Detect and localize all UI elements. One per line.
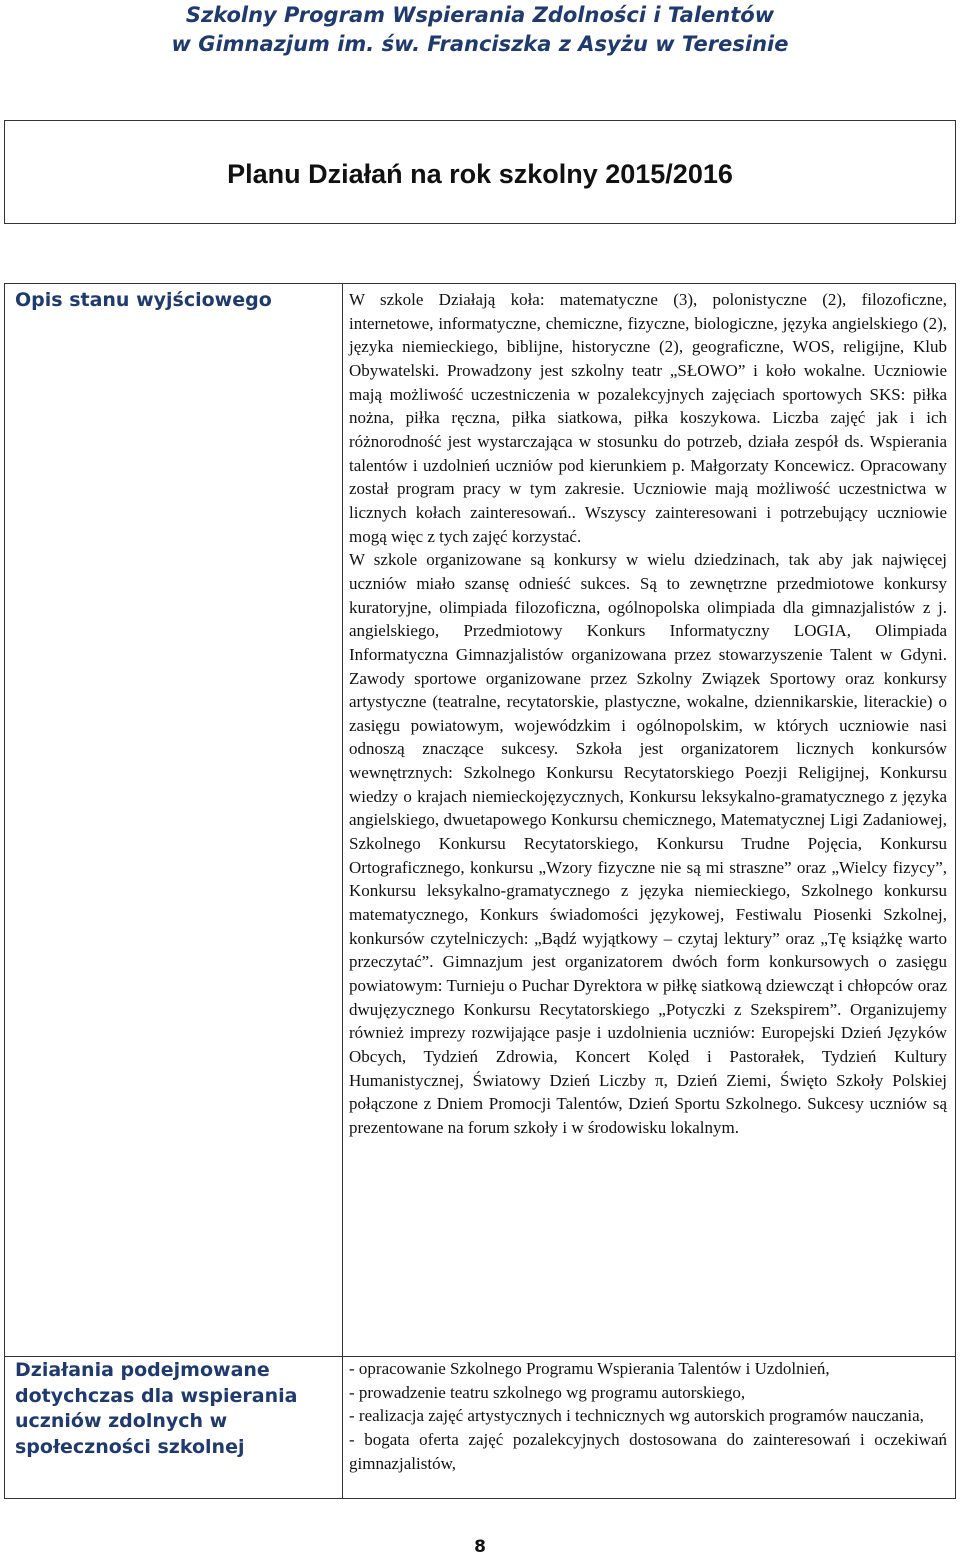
list-item: - opracowanie Szkolnego Programu Wspierania Talentów i Uzdolnień,	[349, 1359, 830, 1378]
running-header-line2: w Gimnazjum im. św. Franciszka z Asyżu w Teresinie	[171, 32, 789, 56]
page-number: 8	[474, 1537, 486, 1557]
row-label-actions: Działania podejmowane dotychczas dla wspierania uczniów zdolnych w społeczności szkolnej	[15, 1359, 298, 1458]
paragraph: W szkole Działają koła: matematyczne (3), polonistyczne (2), filozoficzne, internetowe, informatyczne, chemiczne, fizyczne, biologiczne, języka angielskiego (2), języka niemieckiego, biblijne, historyczne (2), geograficzne, WOS, religijne, Klub Obywatelski. Prowadzony jest szkolny teatr „SŁOWO” i koło wokalne. Uczniowie mają możliwość uczestniczenia w pozalekcyjnych zajęciach sportowych SKS: piłka nożna, piłka ręczna, piłka siatkowa, piłka koszykowa. Liczba zajęć jak i ich różnorodność jest wystarczająca w stosunku do potrzeb, działa zespół ds. Wspierania talentów i uzdolnień uczniów pod kierunkiem p. Małgorzaty Koncewicz. Opracowany został program pracy w tym zakresie. Uczniowie mają możliwość uczestnictwa w licznych kołach zainteresowań.. Wszyscy zainteresowani i potrzebujący uczniowie mogą więc z tych zajęć korzystać.	[349, 290, 947, 546]
column-divider	[342, 284, 343, 1498]
running-header-line1: Szkolny Program Wspierania Zdolności i Talentów	[185, 3, 775, 27]
paragraph: W szkole organizowane są konkursy w wielu dziedzinach, tak aby jak najwięcej uczniów miało szansę odnieść sukces. Są to zewnętrzne przedmiotowe konkursy kuratoryjne, olimpiada filozoficzna, ogólnopolska olimpiada dla gimnazjalistów z j. angielskiego, Przedmiotowy Konkurs Informatyczny LOGIA, Olimpiada Informatyczna Gimnazjalistów organizowana przez stowarzyszenie Talent w Gdyni. Zawody sportowe organizowane przez Szkolny Związek Sportowy oraz konkursy artystyczne (teatralne, recytatorskie, plastyczne, wokalne, dziennikarskie, literackie) o zasięgu powiatowym, wojewódzkim i ogólnopolskim, w których uczniowie nasi odnoszą znaczące sukcesy. Szkoła jest organizatorem licznych konkursów wewnętrznych: Szkolnego Konkursu Recytatorskiego Poezji Religijnej, Konkursu wiedzy o krajach niemieckojęzycznych, Konkursu leksykalno-gramatycznego z języka angielskiego, dwuetapowego Konkursu chemicznego, Matematycznej Ligi Zadaniowej, Szkolnego Konkursu Recytatorskiego, Konkursu Trudne Pojęcia, Konkursu Ortograficznego, konkursu „Wzory fizyczne nie są mi straszne” oraz „Wielcy fizycy”, Konkursu leksykalno-gramatycznego z języka niemieckiego, Szkolnego konkursu matematycznego, Konkurs świadomości językowej, Festiwalu Piosenki Szkolnej, konkursów czytelniczych: „Bądź wyjątkowy – czytaj lektury” oraz „Tę książkę warto przeczytać”. Gimnazjum jest organizatorem dwóch form konkursowych o zasięgu powiatowym: Turnieju o Puchar Dyrektora w piłkę siatkową dziewcząt i chłopców oraz dwujęzycznego Konkursu Recytatorskiego „Potyczki z Szekspirem”. Organizujemy również imprezy rozwijające pasje i uzdolnienia uczniów: Europejski Dzień Języków Obcych, Tydzień Zdrowia, Koncert Kolęd i Pastorałek, Tydzień Kultury Humanistycznej, Światowy Dzień Liczby π, Dzień Ziemi, Święto Szkoły Polskiej połączone z Dniem Promocji Talentów, Dzień Sportu Szkolnego. Sukcesy uczniów są prezentowane na forum szkoły i w środowisku lokalnym.	[349, 550, 947, 1137]
row-label-initial-state: Opis stanu wyjściowego	[15, 289, 272, 311]
document-title: Planu Działań na rok szkolny 2015/2016	[227, 159, 733, 189]
initial-state-description	[349, 288, 947, 1140]
plan-table	[4, 283, 956, 1499]
title-box	[4, 120, 956, 224]
list-item: - prowadzenie teatru szkolnego wg programu autorskiego,	[349, 1382, 746, 1402]
actions-list	[349, 1357, 947, 1475]
list-item: - realizacja zajęć artystycznych i technicznych wg autorskich programów nauczania,	[349, 1406, 924, 1426]
list-item: - bogata oferta zajęć pozalekcyjnych dostosowana do zainteresowań i oczekiwań gimnazjalistów,	[349, 1429, 947, 1473]
